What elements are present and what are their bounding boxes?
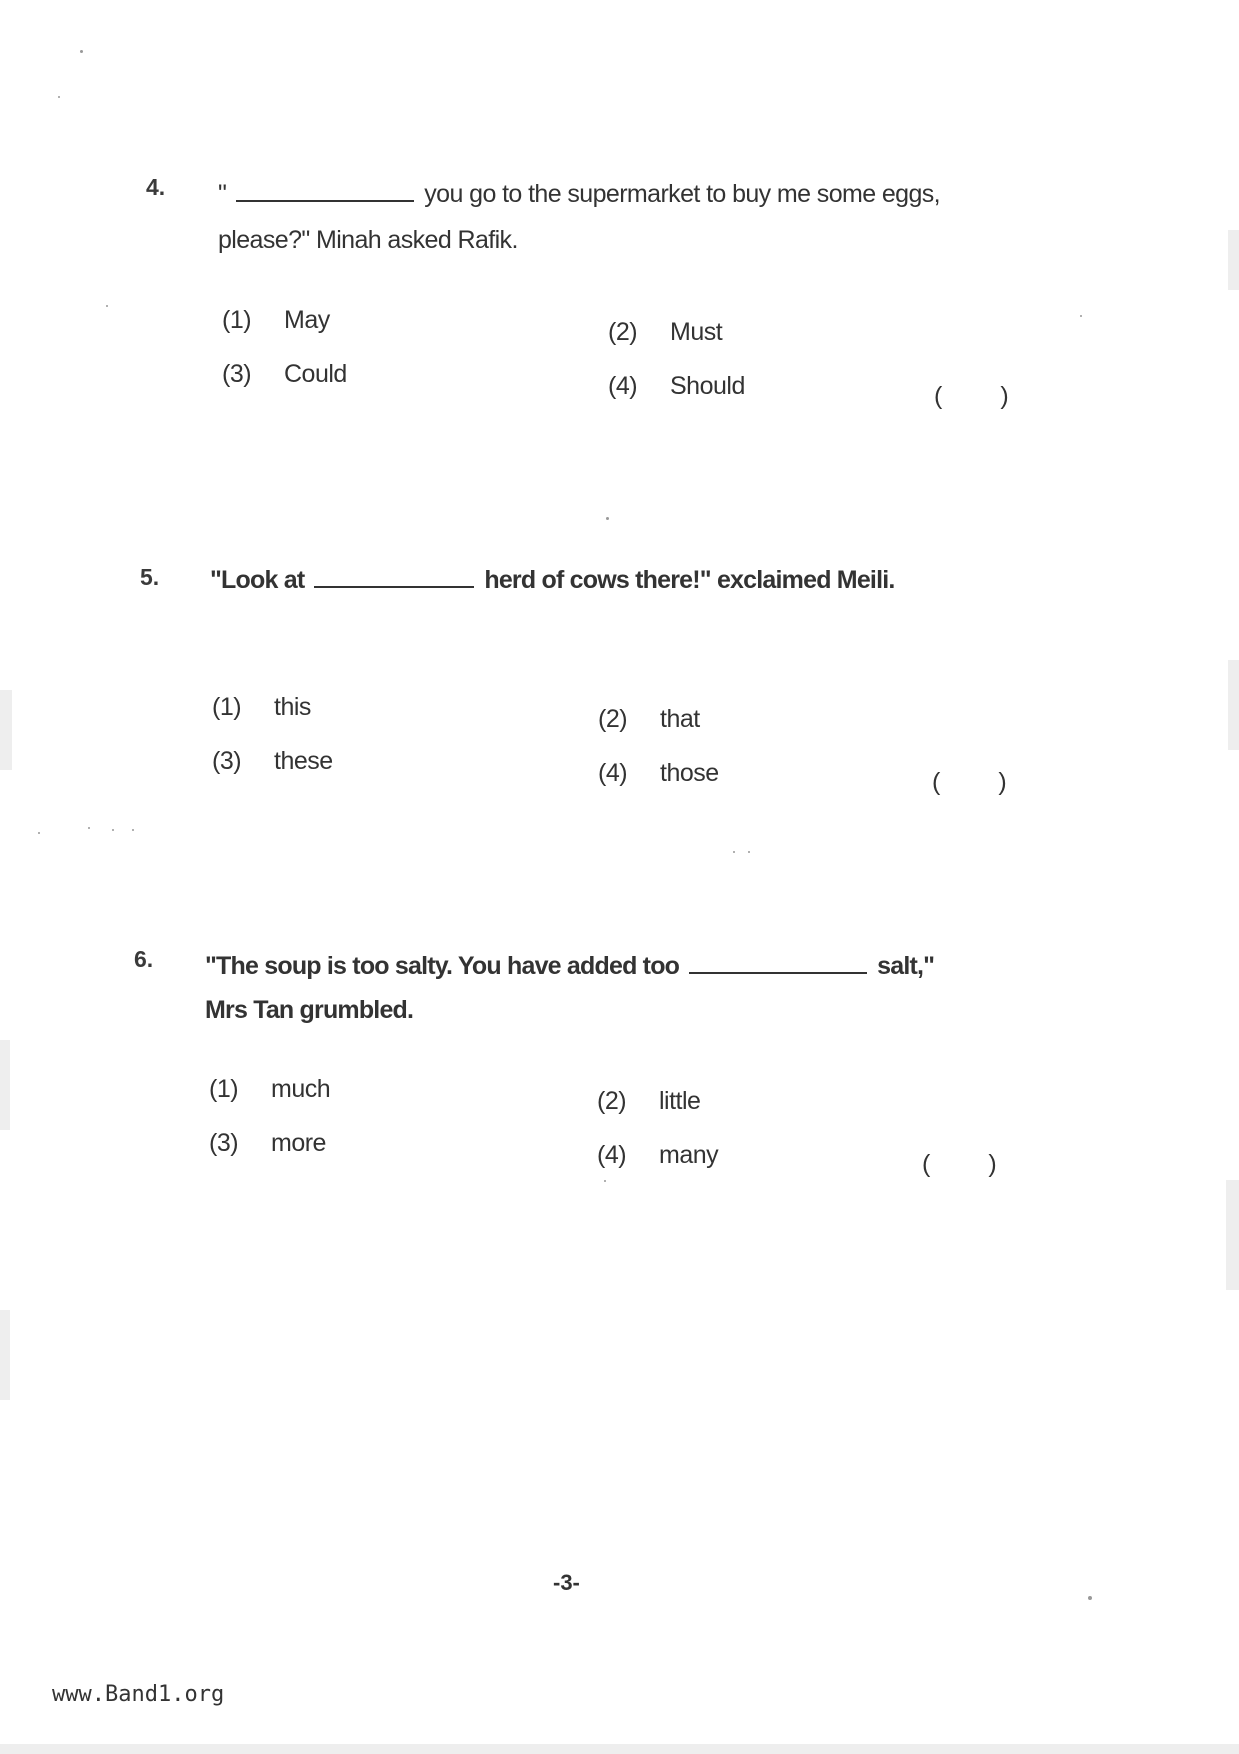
- option-text: this: [274, 693, 311, 721]
- option-1[interactable]: [209, 1075, 330, 1104]
- option-text: Should: [670, 372, 745, 400]
- question-stem-prefix: "The soup is too salty. You have added too: [205, 952, 680, 980]
- option-number: (3): [212, 747, 242, 775]
- answer-box[interactable]: ( ): [934, 382, 1009, 410]
- option-text: more: [271, 1129, 326, 1157]
- question-stem-line-2: please?" Minah asked Rafik.: [218, 226, 518, 254]
- option-number: (1): [222, 306, 252, 334]
- option-3[interactable]: [222, 360, 347, 389]
- answer-box[interactable]: ( ): [922, 1150, 997, 1178]
- scan-speck: [132, 829, 134, 831]
- question-stem-line-1: [210, 566, 895, 595]
- option-1[interactable]: [212, 693, 311, 722]
- option-2[interactable]: [598, 705, 700, 734]
- scan-speck: [38, 832, 40, 834]
- scan-edge-smudge: [1228, 230, 1239, 290]
- option-2[interactable]: [608, 318, 722, 347]
- option-text: much: [271, 1075, 331, 1103]
- option-number: (4): [608, 372, 638, 400]
- scan-speck: [88, 827, 90, 829]
- option-text: Must: [670, 318, 723, 346]
- answer-blank: [314, 568, 474, 588]
- option-text: little: [659, 1087, 701, 1115]
- option-number: (3): [222, 360, 252, 388]
- option-number: (2): [608, 318, 638, 346]
- footer-url: www.Band1.org: [52, 1682, 225, 1707]
- question-stem-line-2: Mrs Tan grumbled.: [205, 996, 414, 1024]
- option-3[interactable]: [212, 747, 333, 776]
- option-number: (4): [598, 759, 628, 787]
- option-text: these: [274, 747, 333, 775]
- option-4[interactable]: [598, 759, 719, 788]
- scan-edge-smudge: [0, 1310, 10, 1400]
- option-number: (2): [597, 1087, 627, 1115]
- answer-box[interactable]: ( ): [932, 768, 1007, 796]
- scan-speck: [106, 305, 108, 307]
- scan-speck: [112, 829, 114, 831]
- scan-edge-smudge: [0, 690, 12, 770]
- scan-edge-smudge: [1226, 1180, 1239, 1290]
- page-number: -3-: [553, 1570, 580, 1595]
- question-number: 6.: [134, 946, 154, 972]
- question-stem-prefix: "Look at: [210, 566, 305, 594]
- scan-speck: [604, 1180, 606, 1182]
- option-4[interactable]: [608, 372, 745, 401]
- scan-speck: [80, 50, 83, 53]
- question-stem-line-1: [205, 952, 934, 981]
- scan-speck: [748, 851, 750, 853]
- question-stem-suffix: salt,": [877, 952, 935, 980]
- question-stem-prefix: ": [218, 180, 227, 208]
- scan-speck: [733, 851, 735, 853]
- scan-speck: [1080, 315, 1082, 317]
- option-number: (1): [209, 1075, 239, 1103]
- scan-speck: [1088, 1596, 1092, 1600]
- question-stem-line-1: [218, 180, 940, 209]
- option-number: (1): [212, 693, 242, 721]
- scan-edge-smudge: [0, 1040, 10, 1130]
- option-text: that: [660, 705, 700, 733]
- option-4[interactable]: [597, 1141, 718, 1170]
- question-number: 5.: [140, 564, 160, 590]
- option-number: (2): [598, 705, 628, 733]
- scan-speck: [58, 96, 60, 98]
- answer-blank: [689, 954, 867, 974]
- option-2[interactable]: [597, 1087, 700, 1116]
- question-stem-suffix: herd of cows there!" exclaimed Meili.: [484, 566, 895, 594]
- option-text: Could: [284, 360, 347, 388]
- option-1[interactable]: [222, 306, 330, 335]
- option-3[interactable]: [209, 1129, 326, 1158]
- option-text: many: [659, 1141, 719, 1169]
- option-text: May: [284, 306, 330, 334]
- answer-blank: [236, 182, 414, 202]
- scan-edge-smudge: [1228, 660, 1239, 750]
- scan-speck: [606, 517, 609, 520]
- option-number: (3): [209, 1129, 239, 1157]
- question-stem-suffix: you go to the supermarket to buy me some eggs,: [424, 180, 941, 208]
- option-text: those: [660, 759, 719, 787]
- scan-edge-smudge: [0, 1744, 1239, 1754]
- option-number: (4): [597, 1141, 627, 1169]
- question-number: 4.: [146, 174, 166, 200]
